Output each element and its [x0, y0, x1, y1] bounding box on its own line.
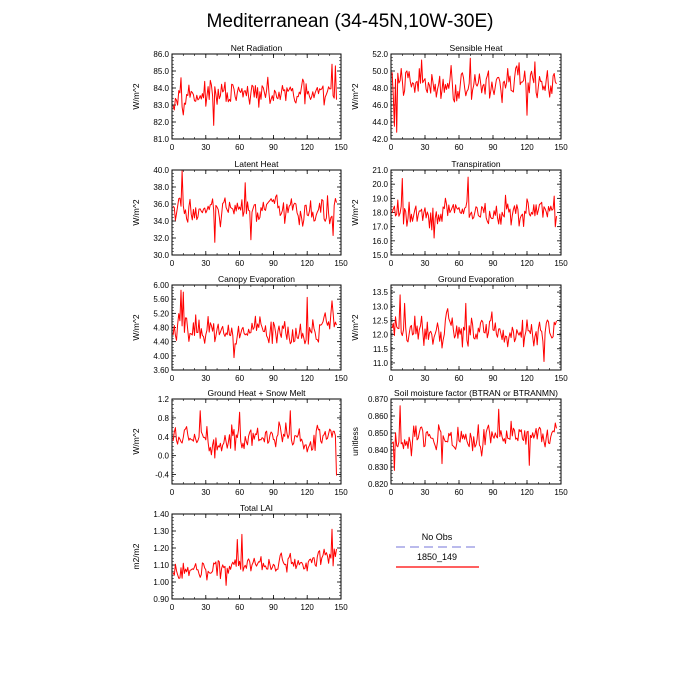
y-tick-label: 16.0: [372, 236, 388, 246]
y-axis-label-transpiration: W/m^2: [350, 199, 360, 226]
y-tick-label: 15.0: [372, 251, 388, 260]
x-tick-label: 60: [235, 488, 245, 497]
panel-ground-heat-snow-melt: [131, 388, 348, 497]
y-tick-label: 32.0: [153, 234, 169, 243]
y-tick-label: 17.0: [372, 222, 388, 232]
y-tick-label: 0.90: [153, 595, 169, 604]
y-tick-label: 13.5: [372, 288, 388, 298]
x-tick-label: 0: [388, 143, 394, 152]
panel-title-ground-evaporation: Ground Evaporation: [437, 274, 515, 284]
y-tick-label: 4.00: [153, 351, 169, 361]
y-tick-label: 4.80: [153, 323, 169, 333]
x-tick-label: 30: [420, 488, 430, 497]
y-tick-label: 38.0: [153, 183, 169, 192]
y-axis-label-net-radiation: W/m^2: [131, 83, 141, 110]
x-tick-label: 150: [334, 143, 348, 152]
y-tick-label: 12.0: [372, 330, 388, 340]
panel-sensible-heat: [350, 43, 568, 152]
y-tick-label: 0.840: [367, 446, 388, 455]
panel-canopy-evaporation: [131, 274, 348, 383]
y-axis-label-sensible-heat: W/m^2: [350, 83, 360, 110]
y-tick-label: 1.30: [153, 527, 169, 536]
panel-title-canopy-evaporation: Canopy Evaporation: [217, 274, 296, 284]
x-tick-label: 120: [520, 488, 534, 497]
y-axis-label-canopy-evaporation: W/m^2: [131, 314, 141, 341]
y-tick-label: 34.0: [153, 217, 169, 226]
y-tick-label: 85.0: [153, 67, 169, 76]
y-tick-label: 0.4: [157, 432, 169, 442]
panel-net-radiation: [131, 43, 348, 152]
y-tick-label: 18.0: [372, 208, 388, 218]
x-tick-label: 120: [300, 259, 314, 268]
y-tick-label: 11.0: [373, 358, 388, 368]
y-tick-label: 21.0: [372, 166, 388, 175]
y-tick-label: 1.10: [153, 561, 169, 570]
y-tick-label: 5.20: [153, 309, 169, 319]
legend: [396, 532, 479, 567]
panel-title-transpiration: Transpiration: [451, 159, 501, 169]
y-tick-label: 0.850: [367, 429, 388, 438]
x-tick-label: 60: [454, 143, 464, 152]
x-tick-label: 30: [201, 374, 211, 383]
y-tick-label: 50.0: [372, 67, 388, 76]
y-tick-label: 42.0: [372, 135, 388, 144]
y-tick-label: 19.0: [372, 194, 388, 204]
series-line-soil-moisture-factor-btran-or-btranmn: [392, 406, 556, 471]
x-tick-label: 90: [268, 374, 278, 383]
x-tick-label: 0: [388, 374, 394, 383]
figure-title: Mediterranean (34-45N,10W-30E): [206, 11, 494, 32]
y-tick-label: 48.0: [372, 84, 388, 93]
y-tick-label: -0.4: [155, 470, 169, 480]
y-tick-label: 13.0: [372, 302, 388, 312]
series-line-net-radiation: [173, 64, 336, 125]
x-tick-label: 0: [169, 259, 175, 268]
x-tick-label: 150: [334, 374, 348, 383]
y-axis-label-latent-heat: W/m^2: [131, 199, 141, 226]
y-tick-label: 1.20: [153, 544, 169, 553]
x-tick-label: 120: [520, 259, 534, 268]
x-tick-label: 90: [268, 259, 278, 268]
panel-title-sensible-heat: Sensible Heat: [449, 43, 503, 53]
x-tick-label: 0: [169, 488, 175, 497]
y-tick-label: 0.860: [367, 412, 388, 421]
x-tick-label: 120: [520, 143, 534, 152]
y-tick-label: 0.0: [157, 451, 169, 461]
y-tick-label: 0.820: [367, 480, 388, 489]
x-tick-label: 90: [488, 259, 498, 268]
panel-latent-heat: [131, 159, 348, 268]
x-tick-label: 0: [388, 488, 394, 497]
panels-group: [131, 43, 568, 612]
x-tick-label: 60: [454, 259, 464, 268]
x-tick-label: 150: [334, 259, 348, 268]
panel-title-ground-heat-snow-melt: Ground Heat + Snow Melt: [207, 388, 306, 398]
x-tick-label: 0: [388, 259, 394, 268]
y-tick-label: 6.00: [153, 281, 169, 290]
panel-ground-evaporation: [350, 274, 568, 383]
x-tick-label: 150: [554, 259, 568, 268]
x-tick-label: 30: [420, 374, 430, 383]
x-tick-label: 0: [169, 143, 175, 152]
x-tick-label: 150: [334, 603, 348, 612]
panel-total-lai: [131, 503, 348, 612]
x-tick-label: 120: [300, 374, 314, 383]
x-tick-label: 30: [420, 259, 430, 268]
y-axis-label-ground-heat-snow-melt: W/m^2: [131, 428, 141, 455]
x-tick-label: 90: [488, 488, 498, 497]
x-tick-label: 60: [454, 374, 464, 383]
panel-title-net-radiation: Net Radiation: [230, 43, 283, 53]
x-tick-label: 30: [201, 603, 211, 612]
y-tick-label: 12.5: [372, 316, 388, 326]
x-tick-label: 90: [268, 143, 278, 152]
x-tick-label: 120: [300, 488, 314, 497]
y-tick-label: 0.8: [157, 413, 169, 423]
x-tick-label: 150: [554, 374, 568, 383]
y-tick-label: 83.0: [153, 101, 169, 110]
y-tick-label: 82.0: [153, 118, 169, 127]
x-tick-label: 90: [268, 488, 278, 497]
legend-label-no-obs: No Obs: [421, 532, 453, 542]
y-tick-label: 81.0: [153, 135, 169, 144]
y-tick-label: 20.0: [372, 180, 388, 190]
y-tick-label: 30.0: [153, 251, 169, 260]
series-line-ground-heat-snow-melt: [173, 411, 336, 476]
panel-title-total-lai: Total LAI: [239, 503, 274, 513]
y-tick-label: 40.0: [153, 166, 169, 175]
x-tick-label: 60: [235, 143, 245, 152]
y-tick-label: 0.830: [367, 463, 388, 472]
y-tick-label: 84.0: [153, 84, 169, 93]
x-tick-label: 60: [235, 259, 245, 268]
x-tick-label: 60: [235, 603, 245, 612]
y-tick-label: 1.00: [153, 578, 169, 587]
series-line-latent-heat: [173, 171, 336, 242]
x-tick-label: 30: [420, 143, 430, 152]
panel-title-soil-moisture-factor-btran-or-btranmn: Soil moisture factor (BTRAN or BTRANMN): [394, 388, 558, 398]
x-tick-label: 0: [169, 603, 175, 612]
y-tick-label: 86.0: [153, 50, 169, 59]
plot-frame-soil-moisture-factor-btran-or-btranmn: [391, 399, 561, 484]
y-tick-label: 1.2: [157, 395, 169, 404]
x-tick-label: 30: [201, 259, 211, 268]
y-tick-label: 44.0: [372, 118, 388, 127]
y-tick-label: 4.40: [153, 337, 169, 347]
x-tick-label: 150: [334, 488, 348, 497]
series-line-transpiration: [392, 177, 556, 238]
y-tick-label: 11.5: [373, 344, 388, 354]
series-line-total-lai: [173, 529, 336, 585]
x-tick-label: 120: [300, 603, 314, 612]
x-tick-label: 60: [235, 374, 245, 383]
x-tick-label: 120: [300, 143, 314, 152]
x-tick-label: 30: [201, 488, 211, 497]
series-line-canopy-evaporation: [173, 290, 336, 357]
y-tick-label: 5.60: [153, 295, 169, 305]
y-tick-label: 0.870: [367, 395, 388, 404]
y-axis-label-total-lai: m2/m2: [131, 543, 141, 570]
x-tick-label: 150: [554, 143, 568, 152]
x-tick-label: 90: [268, 603, 278, 612]
plot-frame-total-lai: [172, 514, 341, 599]
y-tick-label: 52.0: [372, 50, 388, 59]
series-line-sensible-heat: [392, 58, 556, 132]
y-axis-label-ground-evaporation: W/m^2: [350, 314, 360, 341]
panel-title-latent-heat: Latent Heat: [234, 159, 279, 169]
x-tick-label: 150: [554, 488, 568, 497]
plot-frame-latent-heat: [172, 170, 341, 255]
legend-label-1850-149: 1850_149: [416, 552, 458, 562]
y-tick-label: 3.60: [153, 366, 169, 375]
x-tick-label: 120: [520, 374, 534, 383]
x-tick-label: 0: [169, 374, 175, 383]
x-tick-label: 90: [488, 374, 498, 383]
panel-soil-moisture-factor-btran-or-btranmn: [350, 388, 568, 497]
y-axis-label-soil-moisture-factor-btran-or-btranmn: unitless: [350, 427, 360, 456]
panel-transpiration: [350, 159, 568, 268]
x-tick-label: 30: [201, 143, 211, 152]
y-tick-label: 46.0: [372, 101, 388, 110]
y-tick-label: 1.40: [153, 510, 169, 519]
series-line-ground-evaporation: [392, 295, 556, 362]
x-tick-label: 90: [488, 143, 498, 152]
y-tick-label: 36.0: [153, 200, 169, 209]
x-tick-label: 60: [454, 488, 464, 497]
